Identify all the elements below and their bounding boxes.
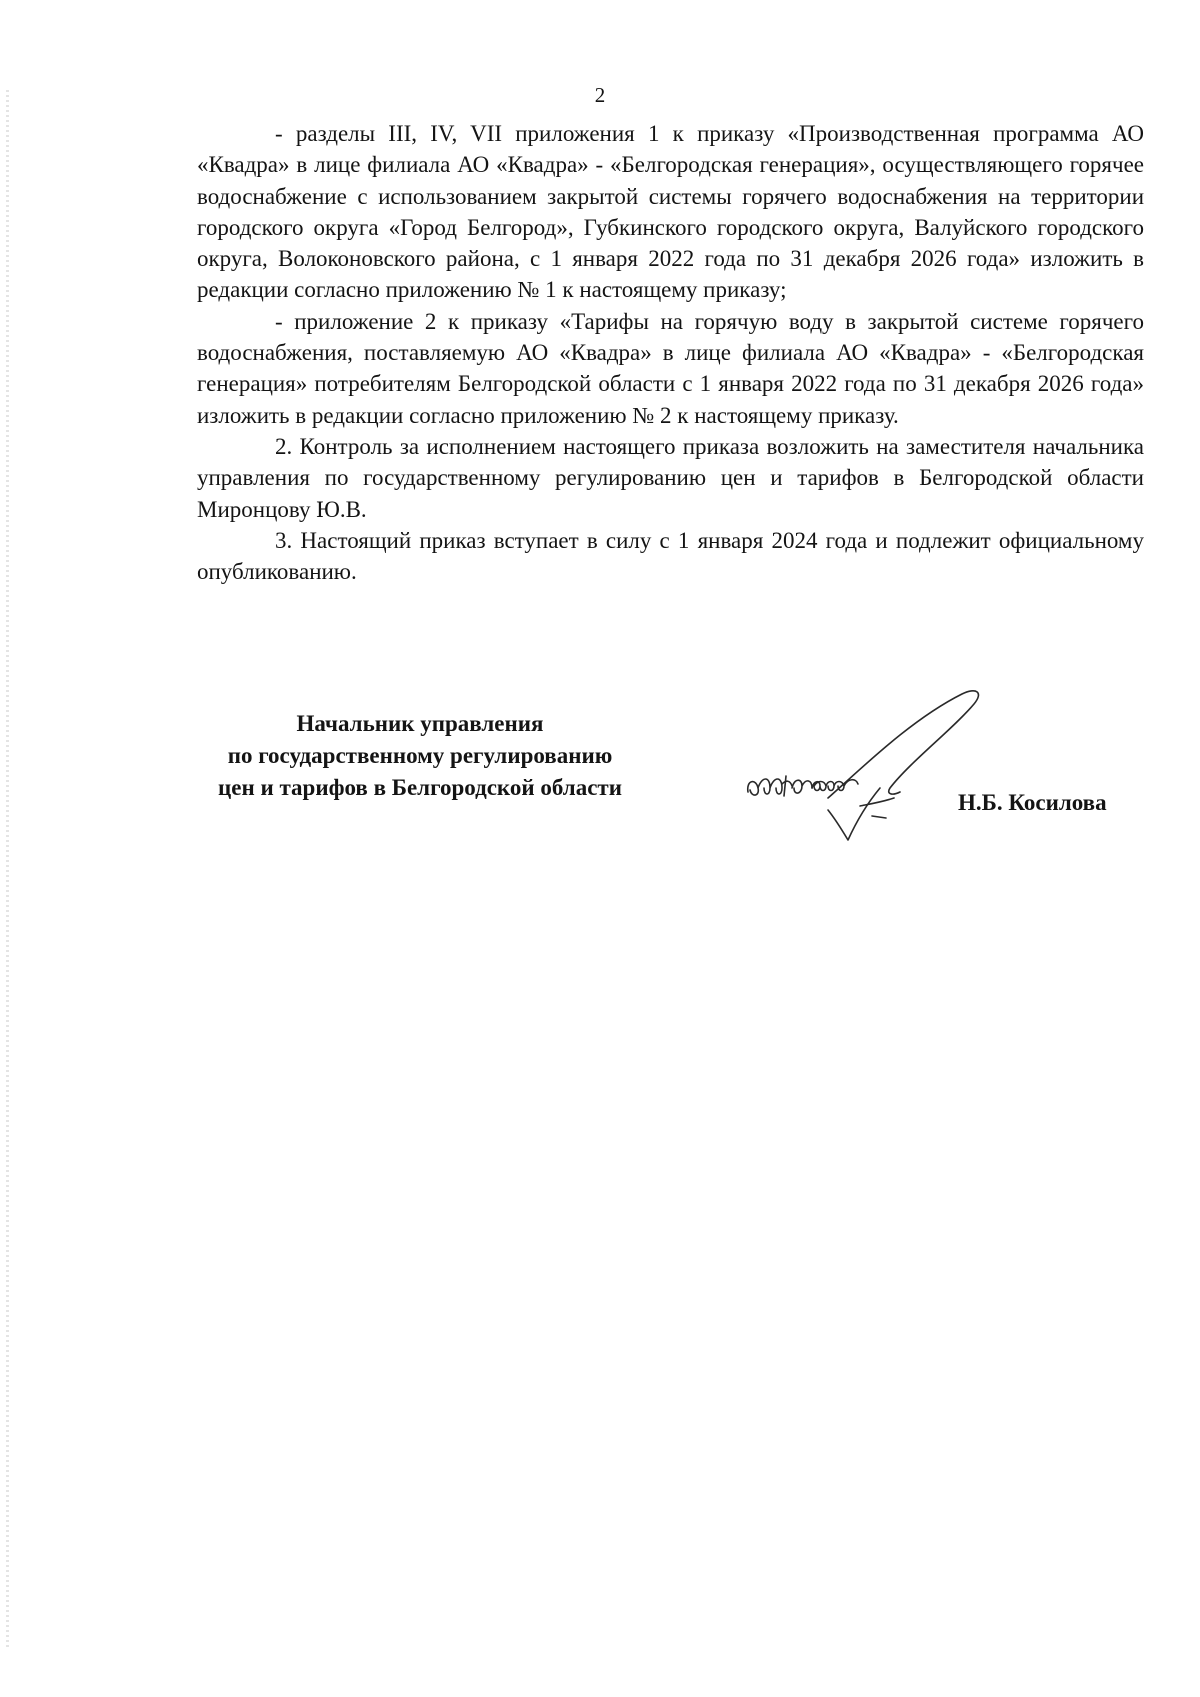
- document-body: [197, 118, 1144, 587]
- paragraph-control-clause: 2. Контроль за исполнением настоящего приказа возложить на заместителя начальника управления по государственному регулированию цен и тарифов в Белгородской области Миронцову Ю.В.: [197, 433, 1144, 522]
- signatory-position: [180, 708, 660, 804]
- paragraph-sections-amendment: - разделы III, IV, VII приложения 1 к приказу «Производственная программа АО «Квадра» в лице филиала АО «Квадра» - «Белгородская генерация», осуществляющего горячее водоснабжение с использованием закрытой системы горячего водоснабжения на территории городского округа «Город Белгород», Губкинского городского округа, Валуйского городского округа, Волоконовского района, с 1 января 2022 года по 31 декабря 2026 года» изложить в редакции согласно приложению № 1 к настоящему приказу;: [197, 121, 1144, 303]
- page-number: 2: [594, 83, 606, 107]
- paragraph-appendix-2-amendment: - приложение 2 к приказу «Тарифы на горячую воду в закрытой системе горячего водоснабжения, поставляемую АО «Квадра» в лице филиала АО «Квадра» - «Белгородская генерация» потребителям Белгородской области с 1 января 2022 года по 31 декабря 2026 года» изложить в редакции согласно приложению № 2 к настоящему приказу.: [197, 308, 1144, 428]
- paragraph-effective-date: 3. Настоящий приказ вступает в силу с 1 января 2024 года и подлежит официальному опубликованию.: [197, 527, 1144, 585]
- position-line: по государственному регулированию: [227, 743, 613, 768]
- handwritten-signature: [740, 680, 1040, 860]
- signer-name: Н.Б. Косилова: [958, 790, 1107, 815]
- position-line: Начальник управления: [296, 711, 544, 736]
- position-line: цен и тарифов в Белгородской области: [218, 775, 622, 800]
- scan-edge-artifact: [6, 90, 9, 1650]
